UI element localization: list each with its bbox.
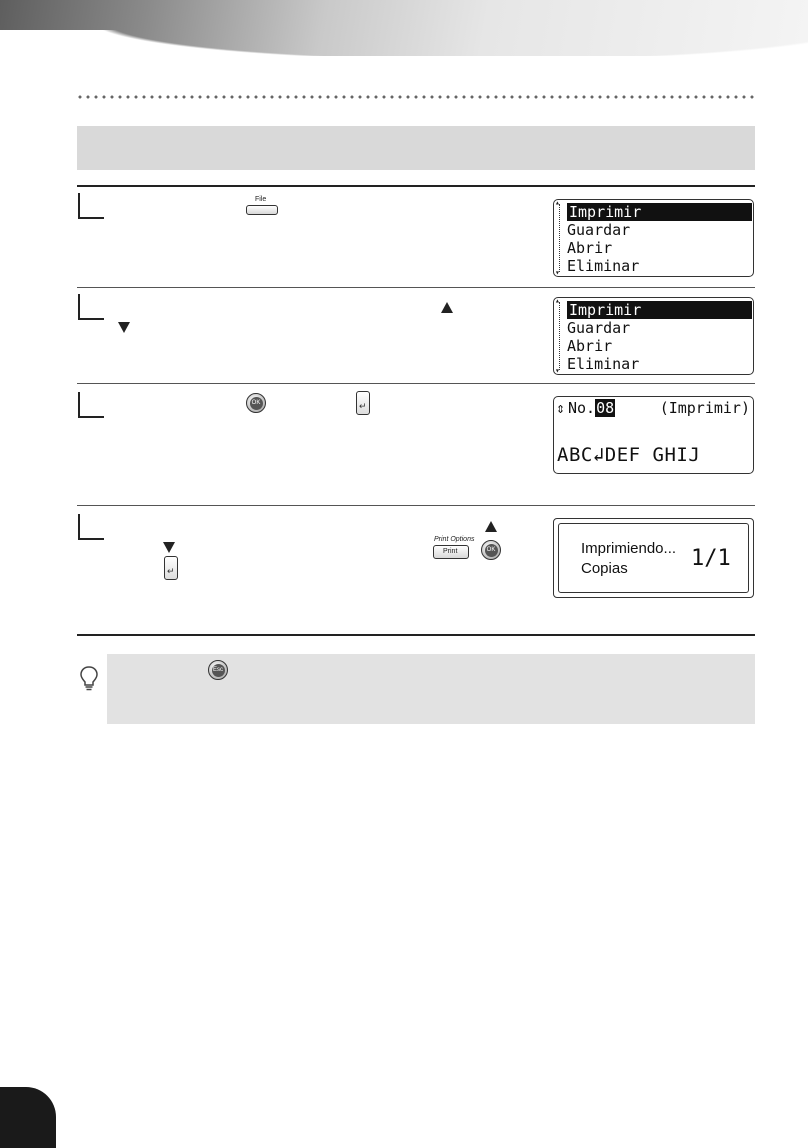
scroll-indicator-icon: [559, 204, 565, 272]
step-marker-icon: [78, 294, 104, 320]
triangle-up-icon: [485, 521, 497, 532]
scroll-arrows-icon: ⇕: [556, 399, 566, 417]
step-marker-icon: [78, 193, 104, 219]
label-text: ABC↲DEF GHIJ: [557, 444, 701, 466]
file-number: No.08: [568, 399, 615, 417]
step-marker-icon: [78, 514, 104, 540]
scroll-indicator-icon: [559, 302, 565, 370]
triangle-down-icon: [163, 542, 175, 553]
menu-item: Guardar: [567, 319, 631, 337]
copies-label: Copias: [581, 560, 628, 577]
step-divider: [77, 287, 755, 288]
menu-item: Abrir: [567, 239, 613, 257]
triangle-down-icon: [118, 322, 130, 333]
section-bottom-rule: [77, 634, 755, 636]
file-lcd-screen: [553, 396, 754, 474]
tip-box: [107, 654, 755, 724]
printing-status: Imprimiendo...: [581, 540, 677, 557]
header-swoosh: [0, 30, 808, 70]
menu-item: Eliminar: [567, 355, 640, 373]
menu-item: Eliminar: [567, 257, 640, 275]
menu-lcd-screen-2: [553, 297, 754, 375]
ok-button-icon: OK: [246, 393, 266, 413]
mode-label: (Imprimir): [659, 399, 750, 417]
triangle-up-icon: [441, 302, 453, 313]
esc-button-icon: Esc: [208, 660, 228, 680]
dotted-divider: [76, 95, 756, 99]
menu-lcd-screen-1: [553, 199, 754, 277]
step-divider: [77, 505, 755, 506]
page-tab: [0, 1087, 56, 1148]
step-marker-icon: [78, 392, 104, 418]
menu-item: Abrir: [567, 337, 613, 355]
menu-item-selected: Imprimir: [567, 203, 752, 221]
menu-item-selected: Imprimir: [567, 301, 752, 319]
section-top-rule: [77, 185, 755, 187]
printing-lcd-screen: [553, 518, 754, 598]
section-header-bar: [77, 126, 755, 170]
step-divider: [77, 383, 755, 384]
ok-button-icon: OK: [481, 540, 501, 560]
menu-item: Guardar: [567, 221, 631, 239]
lightbulb-icon: [79, 665, 99, 698]
copies-count: 1/1: [691, 546, 731, 571]
enter-key-icon: [356, 391, 370, 415]
enter-key-icon: [164, 556, 178, 580]
